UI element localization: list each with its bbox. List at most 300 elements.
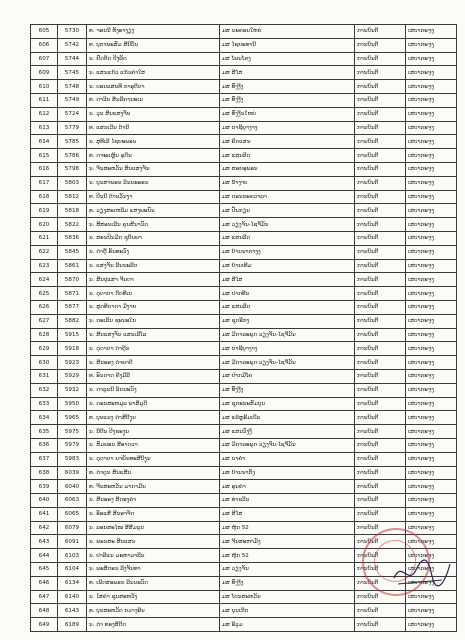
row-id: 5779 [58,121,87,135]
table-row [31,176,457,190]
row-number: 609 [31,66,58,80]
row-type: ການບິນຕີ [355,190,406,204]
row-number: 620 [31,218,58,232]
table-row [31,397,457,411]
row-type: ການບິນຕີ [355,425,406,439]
row-status: ເສບາກະຈູງ [406,452,457,466]
row-number: 633 [31,397,58,411]
row-name: ທ. ດຳດູນ ສີນແສີນ [87,466,220,480]
row-type: ການບິນຕີ [355,80,406,94]
row-number: 639 [31,480,58,494]
row-name: ນ. ບອນແສນທີ ກາອຸດີດາ [87,80,220,94]
row-status: ເສບາກະຈູງ [406,287,457,301]
table-row [31,93,457,107]
row-district: ມສ ໄຊຍະທານີ [220,38,355,52]
row-id: 6091 [58,535,87,549]
row-id: 5818 [58,204,87,218]
row-status: ເສບາກະຈູງ [406,162,457,176]
row-id: 5845 [58,245,87,259]
table-row [31,204,457,218]
row-type: ການບິນຕີ [355,521,406,535]
row-type: ການບິນຕີ [355,494,406,508]
table-row [31,480,457,494]
row-id: 6104 [58,563,87,577]
table-row [31,466,457,480]
row-district: ມສ ມີດາລະພຸດ ວຽງຈັນ-ໄຊຈີ່ມັນ [220,328,355,342]
row-status: ເສບາກະຈູງ [406,618,457,632]
row-status: ເສບາກະຈູງ [406,507,457,521]
row-id: 5975 [58,425,87,439]
row-district: ມສ ສອຍອຸພອນ [220,162,355,176]
row-status: ເສບາກະຈູງ [406,563,457,577]
row-id: 5923 [58,356,87,370]
row-number: 646 [31,576,58,590]
row-id: 5803 [58,176,87,190]
row-name: ນ. ພະສີດອນ ລີງຈັນທາ [87,563,220,577]
row-name: ນ. ສີນອອງ ດຳພາບີ [87,356,220,370]
table-row [31,604,457,618]
row-name: ທ. ດາວີນ ສິນລີຄານະເນ [87,93,220,107]
table-row [31,25,457,39]
row-type: ການບິນຕີ [355,549,406,563]
row-status: ເສບາກະຈູງ [406,438,457,452]
row-name: ນ. ປາລີແນ ມະຫາວາລີນ [87,549,220,563]
row-status: ເສບາກະຈູງ [406,190,457,204]
row-district: ມສ ນາຄຳ [220,452,355,466]
row-district: ມສ ມີດາລະພຸດ ວຽງຈັນ-ໄຊຈີ່ມັນ [220,438,355,452]
row-type: ການບິນຕີ [355,535,406,549]
row-name: ນ. ອັອແສີ ສີນອາຈັດ [87,507,220,521]
row-name: ນ. ດຸດາດາ ດຳດູີນ [87,342,220,356]
row-district: ມສ ອຸນຄຳ [220,480,355,494]
table-row [31,342,457,356]
row-name: ນ. ດຳ ທອງສີດີດ [87,618,220,632]
row-district: ມສ ປ່າກມີໂຄ [220,369,355,383]
row-number: 647 [31,590,58,604]
row-district: ມສ ແສນວົງງີ [220,425,355,439]
row-number: 627 [31,314,58,328]
row-id: 5983 [58,452,87,466]
row-id: 5724 [58,107,87,121]
row-number: 606 [31,38,58,52]
row-district: ມສ ດອນນະຄວາລາ [220,190,355,204]
row-name: ນ. ດຸດາດາ ດີດທີເນ [87,287,220,301]
row-status: ເສບາກະຈູງ [406,176,457,190]
row-district: ມສ ໂພນໂຮງ [220,52,355,66]
row-status: ເສບາກະຈູງ [406,590,457,604]
row-number: 632 [31,383,58,397]
table-row [31,231,457,245]
row-type: ການບິນຕີ [355,466,406,480]
row-id: 5822 [58,218,87,232]
row-name: ທ. ຈີນສະຫວັນ ມາກາມີນ [87,480,220,494]
row-district: ມສ ຊູດອີກງ [220,314,355,328]
row-number: 628 [31,328,58,342]
row-name: ນ. ດຳດູີ້ ອັນທະວົງ [87,245,220,259]
table-row [31,300,457,314]
row-status: ເສບາກະຈູງ [406,397,457,411]
table-row [31,135,457,149]
row-number: 648 [31,604,58,618]
row-name: ນ. ໄສຄຳ ຊຸນສະຫວັງ [87,590,220,604]
row-status: ເສບາກະຈູງ [406,535,457,549]
row-name: ນ. ສຸທີເລີ ໄຊຍະພອນ [87,135,220,149]
row-name: ທ. ເພີດສະພອນ ລີນນະວົດ [87,576,220,590]
signature-icon [392,556,452,590]
row-status: ເສບາກະຈູງ [406,342,457,356]
row-number: 626 [31,300,58,314]
row-district: ມສ ທົ່ງງີງ [220,80,355,94]
row-district: ມສ ຫູ້ກ 52 [220,521,355,535]
row-name: ທ. ຈອນນີ ທັງອາງຽງ [87,25,220,39]
row-id: 6103 [58,549,87,563]
row-type: ການບິນຕີ [355,52,406,66]
row-name: ທ. ປີນນີ ດ້ານວັນງາ [87,190,220,204]
table-row [31,314,457,328]
row-status: ເສບາກະຈູງ [406,245,457,259]
row-status: ເສບາກະຈູງ [406,604,457,618]
row-name: ນ. ແສນແກ້ວ ແກ້ວຄຳໃສ [87,66,220,80]
table-row [31,452,457,466]
row-name: ທ. ດຈະແຫຼິນ ອຸດີນ [87,149,220,163]
table-row [31,287,457,301]
row-district: ມສ ແລ້ຫຼອີມເບີລ [220,411,355,425]
row-id: 5742 [58,38,87,52]
row-district: ມສ ວຽງຈັນ-ໄຊຈີ່ມັນ [220,218,355,232]
row-id: 6143 [58,604,87,618]
row-id: 5870 [58,273,87,287]
row-name: ນ. ວຸນ ສີນແສງຈັນ [87,107,220,121]
row-status: ເສບາກະຈູງ [406,80,457,94]
row-number: 637 [31,452,58,466]
row-name: ນ. ສຸດທີດາດາ ມີງາຍ [87,300,220,314]
row-number: 617 [31,176,58,190]
table-row [31,411,457,425]
row-name: ນ. ບຸນສາພອນ ລິນນະອອນ [87,176,220,190]
row-type: ການບິນຕີ [355,218,406,232]
row-name: ນ. ສີນແສງຈັນ ແສນເລີໂລ [87,328,220,342]
table-row [31,507,457,521]
row-type: ການບິນຕີ [355,576,406,590]
row-number: 642 [31,521,58,535]
row-number: 607 [31,52,58,66]
table-row [31,218,457,232]
row-status: ເສບາກະຈູງ [406,231,457,245]
row-type: ການບິນຕີ [355,369,406,383]
row-status: ເສບາກະຈູງ [406,383,457,397]
row-status: ເສບາກະຈູງ [406,107,457,121]
row-district: ມສ ນາຊີຍູາງາງ [220,121,355,135]
row-district: ມສ ທົ່ງງີງ [220,576,355,590]
row-status: ເສບາກະຈູງ [406,576,457,590]
row-district: ມສ ທົ່ງງີງ [220,93,355,107]
row-number: 629 [31,342,58,356]
row-district: ມສ ວຽງຈັນ [220,563,355,577]
row-status: ເສບາກະຈູງ [406,369,457,383]
row-number: 636 [31,438,58,452]
row-district: ມສ ທົ່ງງີນໃຫຍ່ [220,107,355,121]
row-district: ມສ ສີໄສ [220,66,355,80]
row-id: 5871 [58,287,87,301]
row-type: ການບິນຕີ [355,356,406,370]
row-type: ການບິນຕີ [355,162,406,176]
row-district: ມສ ທົ່ງງີງ [220,383,355,397]
row-type: ການບິນຕີ [355,273,406,287]
table-row [31,618,457,632]
row-id: 6079 [58,521,87,535]
table-row [31,383,457,397]
row-number: 645 [31,563,58,577]
row-type: ການບິນຕີ [355,93,406,107]
row-number: 623 [31,259,58,273]
row-type: ການບິນຕີ [355,438,406,452]
row-type: ການບິນຕີ [355,383,406,397]
row-status: ເສບາກະຈູງ [406,25,457,39]
row-status: ເສບາກະຈູງ [406,135,457,149]
row-district: ມສ ປັນກຽນ [220,204,355,218]
row-status: ເສບາກະຈູງ [406,273,457,287]
row-type: ການບິນຕີ [355,121,406,135]
row-id: 5965 [58,411,87,425]
row-number: 619 [31,204,58,218]
table-row [31,273,457,287]
row-type: ການບິນຕີ [355,328,406,342]
table-row [31,356,457,370]
row-id: 6063 [58,494,87,508]
row-number: 631 [31,369,58,383]
row-name: ນ. ດະເລີນ ຊະນະໃນ [87,314,220,328]
row-status: ເສບາກະຈູງ [406,425,457,439]
row-id: 5950 [58,397,87,411]
row-name: ນ. ສົມພອນ ສີອາດວາ [87,438,220,452]
row-district: ມສ ແສນລີດ [220,231,355,245]
row-district: ມສ ບ້ານເທີມ [220,259,355,273]
row-type: ການບິນຕີ [355,342,406,356]
row-id: 5745 [58,66,87,80]
row-number: 644 [31,549,58,563]
table-row [31,438,457,452]
row-status: ເສບາກະຈູງ [406,356,457,370]
row-name: ນ. ພອນສະ ສີນແສນ [87,535,220,549]
row-district: ມສ ແສນລີດ [220,300,355,314]
row-name: ນ. ລອນສະໄໝ ສີສີມນຸນ [87,521,220,535]
row-id: 6040 [58,480,87,494]
row-number: 621 [31,231,58,245]
row-id: 5812 [58,190,87,204]
row-number: 643 [31,535,58,549]
row-number: 625 [31,287,58,301]
row-id: 5929 [58,369,87,383]
row-type: ການບິນຕີ [355,563,406,577]
table-row [31,259,457,273]
row-district: ມສ ບຸນເກີດ [220,604,355,618]
table-row [31,80,457,94]
table-row [31,121,457,135]
row-name: ນ. ສີນອອງ ສີດອງຄຳ [87,494,220,508]
row-district: ມສ ແສນລີດ [220,149,355,163]
row-number: 614 [31,135,58,149]
table-row [31,38,457,52]
row-status: ເສບາກະຈູງ [406,480,457,494]
row-id: 5979 [58,438,87,452]
row-number: 616 [31,162,58,176]
row-type: ການບິນຕີ [355,135,406,149]
row-type: ການບິນຕີ [355,480,406,494]
row-name: ນ. ສອນປິນມີດ ຊຸບີນພາ [87,231,220,245]
table-row [31,425,457,439]
row-name: ນ. ນີດີນ ປີງຂະງຸນ [87,425,220,439]
row-type: ການບິນຕີ [355,38,406,52]
row-status: ເສບາກະຈູງ [406,66,457,80]
row-status: ເສບາກະຈູງ [406,149,457,163]
row-status: ເສບາກະຈູງ [406,314,457,328]
row-number: 635 [31,425,58,439]
row-name: ນ. ດອນສະຫມຸລ ພາສີມູດີ [87,397,220,411]
row-name: ນ. ສີນປຸແສາ ຈີນດາ [87,273,220,287]
row-status: ເສບາກະຈູງ [406,93,457,107]
row-status: ເສບາກະຈູງ [406,38,457,52]
row-id: 5744 [58,52,87,66]
row-name: ທ. ບຸນແລງ ດຳສີບີງຸນ [87,411,220,425]
table-row [31,245,457,259]
table-row [31,369,457,383]
table-row [31,66,457,80]
row-type: ການບິນຕີ [355,176,406,190]
row-number: 613 [31,121,58,135]
row-name: ນ. ດຸດາດາ ນາພັນທະສີບີງຸນ [87,452,220,466]
row-id: 5836 [58,231,87,245]
row-district: ມສ ໂບນສະຫວັນ [220,590,355,604]
row-number: 630 [31,356,58,370]
row-id: 5861 [58,259,87,273]
table-row [31,494,457,508]
table-row [31,190,457,204]
row-id: 5798 [58,162,87,176]
row-type: ການບິນຕີ [355,590,406,604]
row-name: ທ. ບຸຕາພະສົມ ສີນີບັນ [87,38,220,52]
row-district: ມສ ນະຄອນໃຫຍ່ [220,25,355,39]
row-id: 6134 [58,576,87,590]
row-district: ມສ ນາຊີຍູາງາງ [220,342,355,356]
row-status: ເສບາກະຈູງ [406,218,457,232]
row-type: ການບິນຕີ [355,25,406,39]
row-district: ມສ ບ້ານນາກັງ [220,466,355,480]
row-name: ນ. ແສງຈັນ ລີນນະລີດ [87,259,220,273]
row-number: 622 [31,245,58,259]
row-number: 624 [31,273,58,287]
row-name: ທ. ວຽງສະເຫລີມ ແສງພະນົນ [87,204,220,218]
row-type: ການບິນຕີ [355,231,406,245]
row-name: ນ. ດາລູນນີ ລິນນະວົງ [87,383,220,397]
row-id: 5785 [58,135,87,149]
row-id: 5748 [58,80,87,94]
row-status: ເສບາກະຈູງ [406,521,457,535]
row-type: ການບິນຕີ [355,66,406,80]
table-row [31,52,457,66]
row-status: ເສບາກະຈູງ [406,328,457,342]
table-row [31,107,457,121]
row-name: ທ. ບຸນສະຫວັດ ກວາງອີນ [87,604,220,618]
row-status: ເສບາກະຈູງ [406,121,457,135]
row-status: ເສບາກະຈູງ [406,204,457,218]
row-number: 605 [31,25,58,39]
row-district: ມສ ທ່າຂວີນ [220,494,355,508]
row-district: ມສ ນ້ຳງາບ [220,176,355,190]
row-name: ນ. ຢົດຕີດ ປີງພັດ [87,52,220,66]
row-type: ການບິນຕີ [355,107,406,121]
table-row [31,162,457,176]
row-number: 615 [31,149,58,163]
row-type: ການບິນຕີ [355,507,406,521]
row-number: 634 [31,411,58,425]
row-name: ນ. ສີສອນເລີນ ຄູນສີນາວົດ [87,218,220,232]
row-status: ເສບາກະຈູງ [406,52,457,66]
row-district: ມສ ຄີດແສນ [220,135,355,149]
row-district: ມສ ສີໄສ [220,507,355,521]
row-type: ການບິນຕີ [355,452,406,466]
row-id: 6039 [58,466,87,480]
row-type: ການບິນຕີ [355,300,406,314]
row-district: ມສ ຫູ້ກ 52 [220,549,355,563]
row-id: 6065 [58,507,87,521]
row-district: ມສ ປາກທີນ [220,287,355,301]
row-id: 5786 [58,149,87,163]
row-status: ເສບາກະຈູງ [406,300,457,314]
row-type: ການບິນຕີ [355,259,406,273]
row-id: 5915 [58,328,87,342]
row-district: ມສ ຈີນສະຫາມັງ [220,535,355,549]
row-number: 640 [31,494,58,508]
row-id: 6189 [58,618,87,632]
row-number: 649 [31,618,58,632]
row-number: 610 [31,80,58,94]
row-id: 5882 [58,314,87,328]
row-id: 5730 [58,25,87,39]
row-type: ການບິນຕີ [355,314,406,328]
row-district: ມສ ອີວູມ [220,618,355,632]
row-number: 612 [31,107,58,121]
row-status: ເສບາກະຈູງ [406,466,457,480]
row-district: ມສ ບ້ານນາກາງງ [220,245,355,259]
row-type: ການບິນຕີ [355,604,406,618]
row-status: ເສບາກະຈູງ [406,549,457,563]
row-status: ເສບາກະຈູງ [406,411,457,425]
row-name: ທ. ແສນເວີນ ດ້ານີ [87,121,220,135]
row-number: 641 [31,507,58,521]
row-id: 5932 [58,383,87,397]
row-district: ມສ ຊຸດະນະສົມບູນ [220,397,355,411]
row-id: 5877 [58,300,87,314]
row-type: ການບິນຕີ [355,204,406,218]
row-district: ມສ ມີດາລະພຸດ ວຽງຈັນ-ໄຊຈີ່ມັນ [220,356,355,370]
row-number: 611 [31,93,58,107]
row-id: 5749 [58,93,87,107]
row-district: ມສ ສີໄສ [220,273,355,287]
row-type: ການບິນຕີ [355,618,406,632]
row-name: ທ. ອົນດາດ ຄີງມີລີ [87,369,220,383]
row-type: ການບິນຕີ [355,245,406,259]
row-id: 6140 [58,590,87,604]
table-row [31,328,457,342]
row-type: ການບິນຕີ [355,411,406,425]
row-type: ການບິນຕີ [355,397,406,411]
table-row [31,149,457,163]
row-number: 618 [31,190,58,204]
row-type: ການບິນຕີ [355,287,406,301]
row-status: ເສບາກະຈູງ [406,259,457,273]
row-id: 5918 [58,342,87,356]
row-number: 638 [31,466,58,480]
